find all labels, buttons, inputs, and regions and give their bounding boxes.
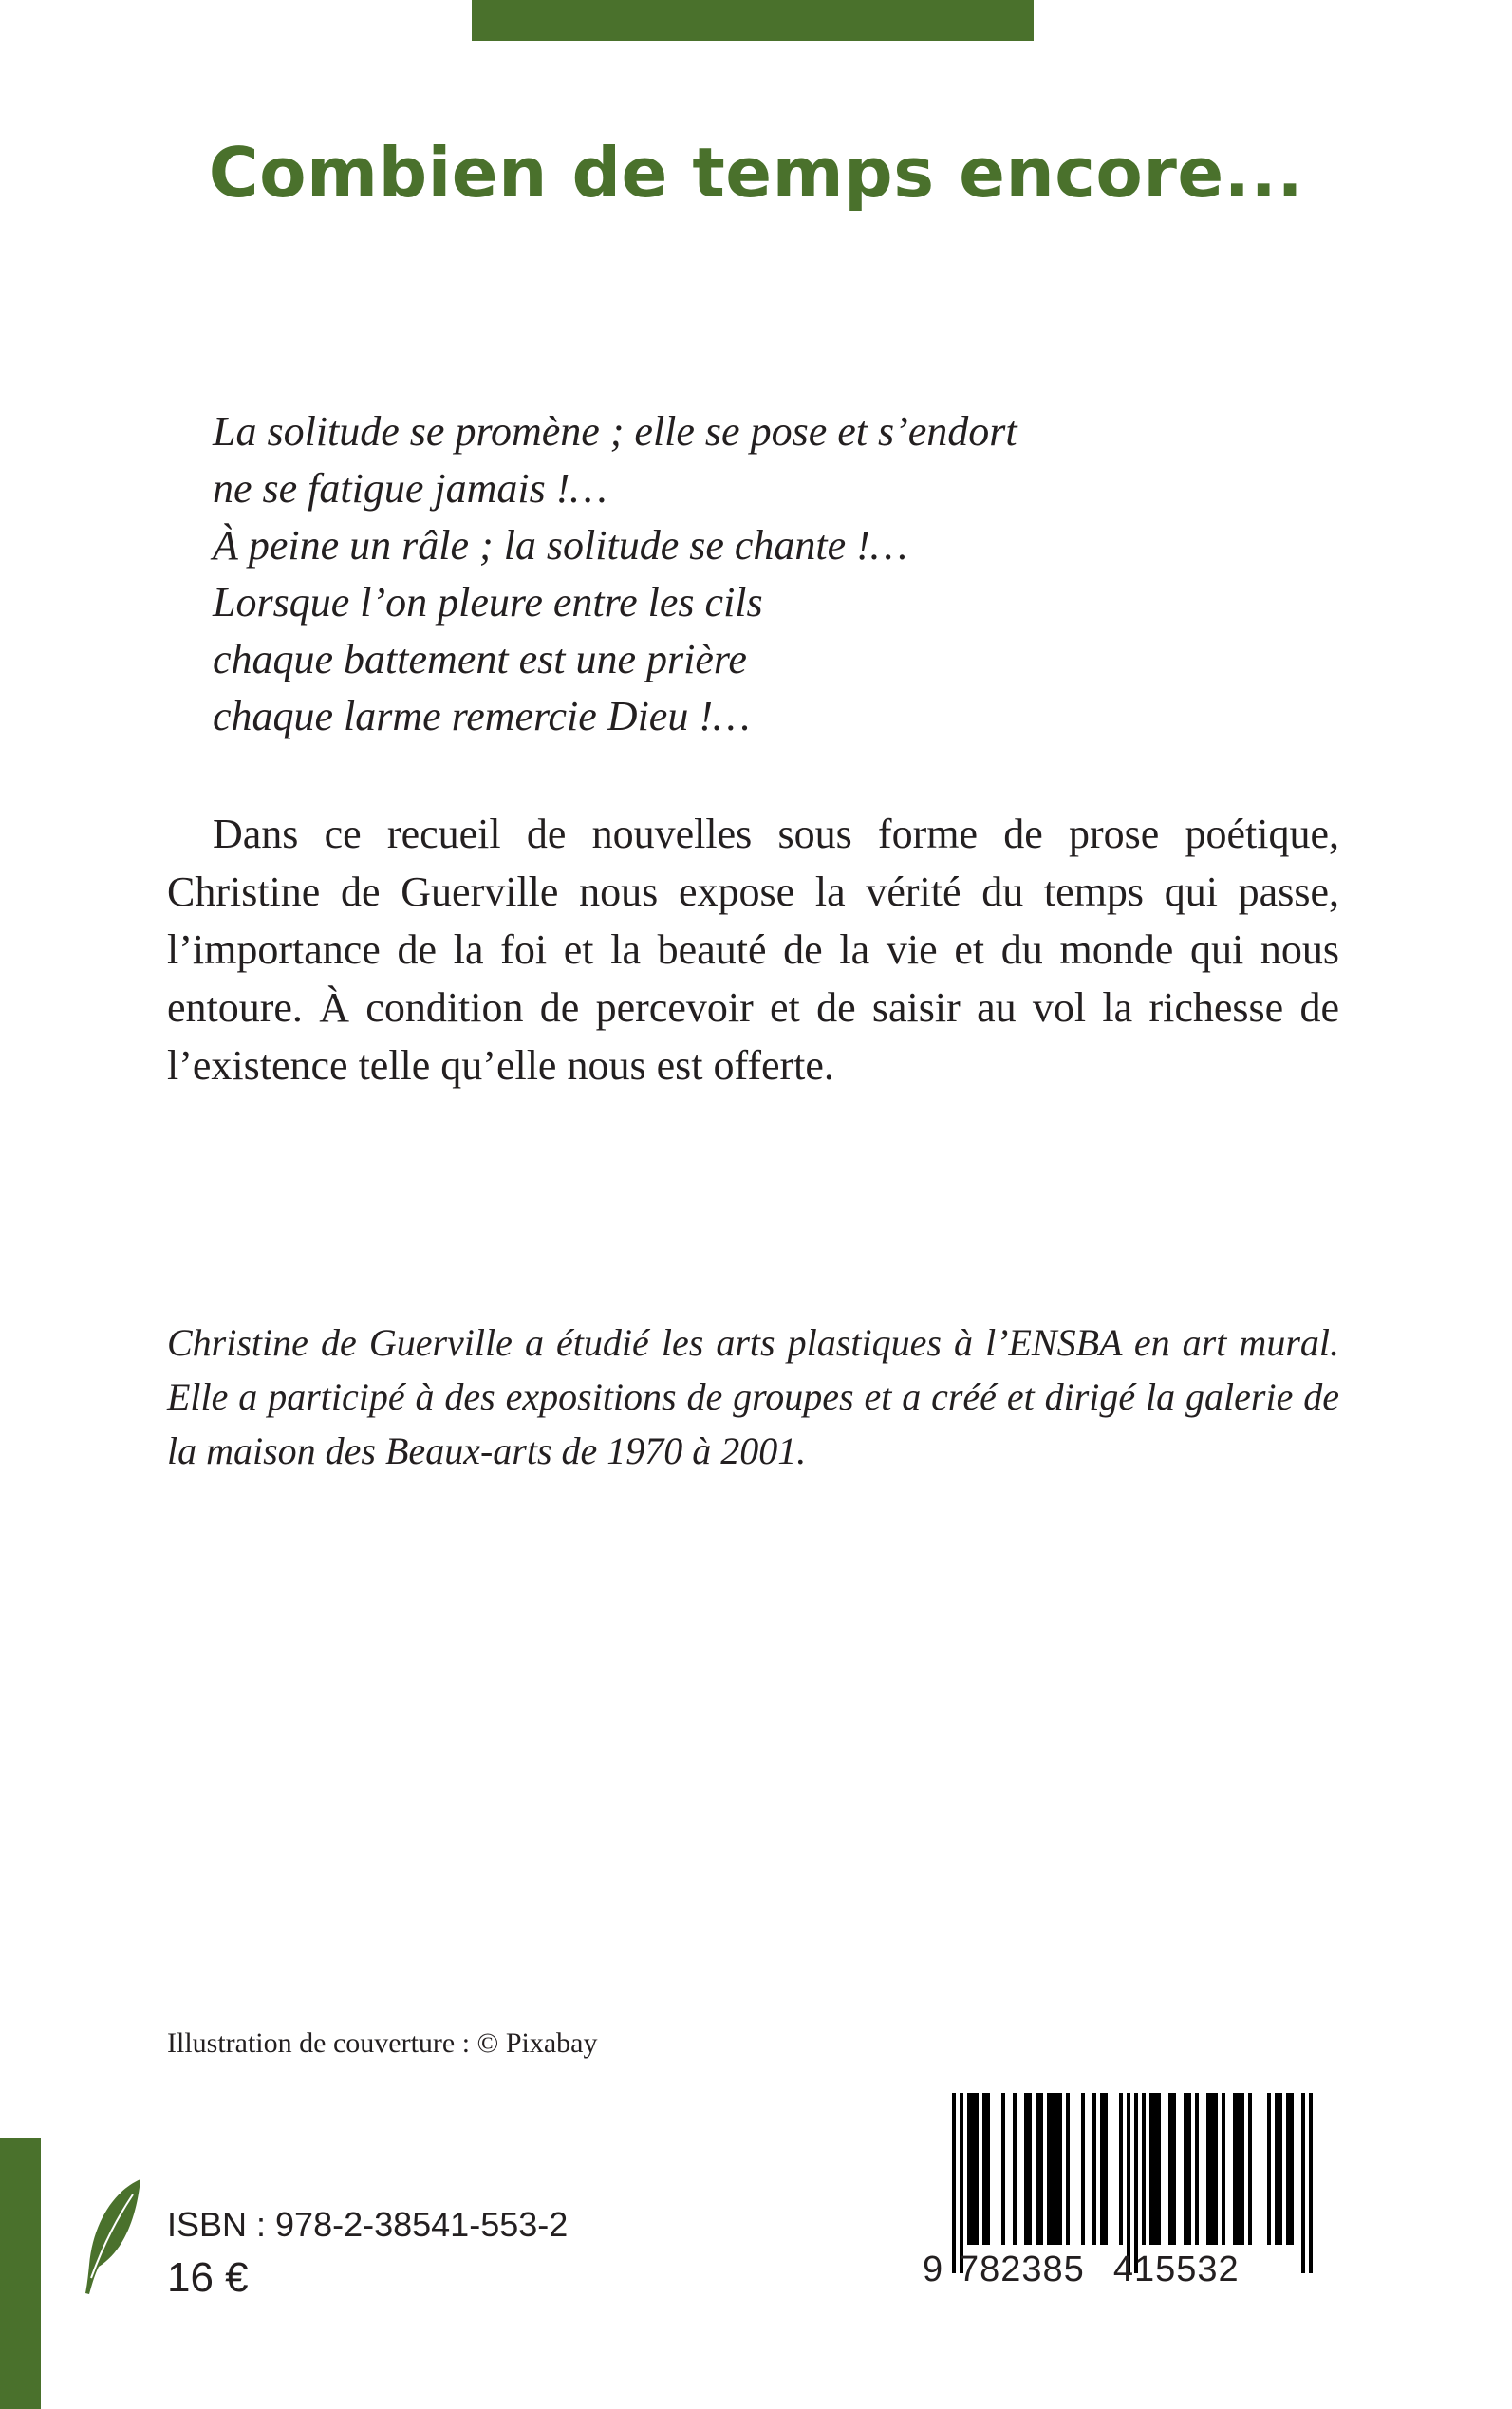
barcode-bar <box>982 2093 986 2245</box>
barcode-bar <box>1092 2093 1096 2245</box>
barcode-bar <box>1100 2093 1104 2245</box>
poem-line: chaque larme remercie Dieu !… <box>213 693 751 739</box>
book-title: Combien de temps encore... <box>208 133 1304 213</box>
barcode-bar <box>1237 2093 1241 2245</box>
barcode-bar <box>1168 2093 1172 2245</box>
barcode-bar <box>1267 2093 1271 2245</box>
author-bio: Christine de Guerville a étudié les arts plastiques à l’ENSBA en art mural. Elle a participé à des expositions de groupes et a créé et dirigé la galerie de la maison des Beaux-arts de 1970 à 2001. <box>167 1321 1339 1472</box>
poem-line: À peine un râle ; la solitude se chante !… <box>213 522 907 569</box>
barcode-bar <box>1066 2093 1070 2245</box>
barcode-bar <box>1241 2093 1244 2245</box>
barcode-bar <box>1104 2093 1108 2245</box>
cover-credit: Illustration de couverture : © Pixabay <box>167 2027 598 2059</box>
isbn-text: ISBN : 978-2-38541-553-2 <box>167 2205 569 2244</box>
barcode-guard-bar <box>1127 2093 1130 2273</box>
barcode-guard-bar <box>1309 2093 1313 2273</box>
barcode-bar <box>1206 2093 1210 2245</box>
barcode-bar <box>1290 2093 1294 2245</box>
barcode-number <box>923 2250 1331 2290</box>
barcode-left-digits: 782385 <box>959 2250 1085 2289</box>
barcode-bar <box>1233 2093 1237 2245</box>
barcode-guard-bar <box>1301 2093 1305 2273</box>
barcode-guard-bar <box>960 2093 963 2273</box>
barcode-bar <box>1013 2093 1017 2245</box>
barcode-bar <box>1028 2093 1032 2245</box>
barcode-bar <box>1047 2093 1051 2245</box>
barcode-bar <box>986 2093 990 2245</box>
barcode-bar <box>1275 2093 1279 2245</box>
barcode-guard-bar <box>1134 2093 1138 2273</box>
barcode-bar <box>1119 2093 1123 2245</box>
barcode-bar <box>1210 2093 1214 2245</box>
price-text: 16 € <box>167 2254 249 2301</box>
barcode-bar <box>1187 2093 1191 2245</box>
barcode-bar <box>1058 2093 1062 2245</box>
poem-excerpt <box>213 403 1017 745</box>
poem-line: chaque battement est une prière <box>213 636 747 682</box>
book-summary: Dans ce recueil de nouvelles sous forme de prose poétique, Christine de Guerville nous expose la vérité du temps qui passe, l’importance de la foi et la beauté de la vie et du monde qui nous entoure. À condition de percevoir et de saisir au vol la richesse de l’existence telle qu’elle nous est offerte. <box>167 811 1339 1089</box>
feather-icon <box>76 2174 152 2297</box>
barcode-right-digits: 415532 <box>1112 2250 1240 2289</box>
barcode-bar <box>1184 2093 1187 2245</box>
poem-line: La solitude se promène ; elle se pose et s’endort <box>213 408 1017 455</box>
barcode-guard-bar <box>952 2093 956 2273</box>
barcode-bar <box>1055 2093 1058 2245</box>
barcode-bar <box>1248 2093 1252 2245</box>
side-accent-bar <box>0 2138 41 2409</box>
barcode-bar <box>1024 2093 1028 2245</box>
barcode-bar <box>1081 2093 1085 2245</box>
poem-line: Lorsque l’on pleure entre les cils <box>213 579 763 626</box>
barcode-bar <box>971 2093 975 2245</box>
barcode-bar <box>1157 2093 1161 2245</box>
barcode-bar <box>1172 2093 1176 2245</box>
barcode-bar <box>1279 2093 1282 2245</box>
top-accent-bar <box>472 0 1034 41</box>
barcode-bar <box>1039 2093 1043 2245</box>
barcode-bar <box>1286 2093 1290 2245</box>
barcode-bar <box>1051 2093 1055 2245</box>
barcode-bar <box>1214 2093 1218 2245</box>
barcode-bar <box>1036 2093 1039 2245</box>
barcode-first-digit: 9 <box>923 2250 943 2289</box>
barcode-bar <box>1142 2093 1146 2245</box>
barcode-bar <box>1222 2093 1225 2245</box>
barcode-bar <box>1001 2093 1005 2245</box>
barcode-bar <box>975 2093 979 2245</box>
barcode-bar <box>1195 2093 1199 2245</box>
barcode-bar <box>1149 2093 1153 2245</box>
poem-line: ne se fatigue jamais !… <box>213 465 607 512</box>
barcode-bar <box>967 2093 971 2245</box>
barcode-bar <box>1153 2093 1157 2245</box>
